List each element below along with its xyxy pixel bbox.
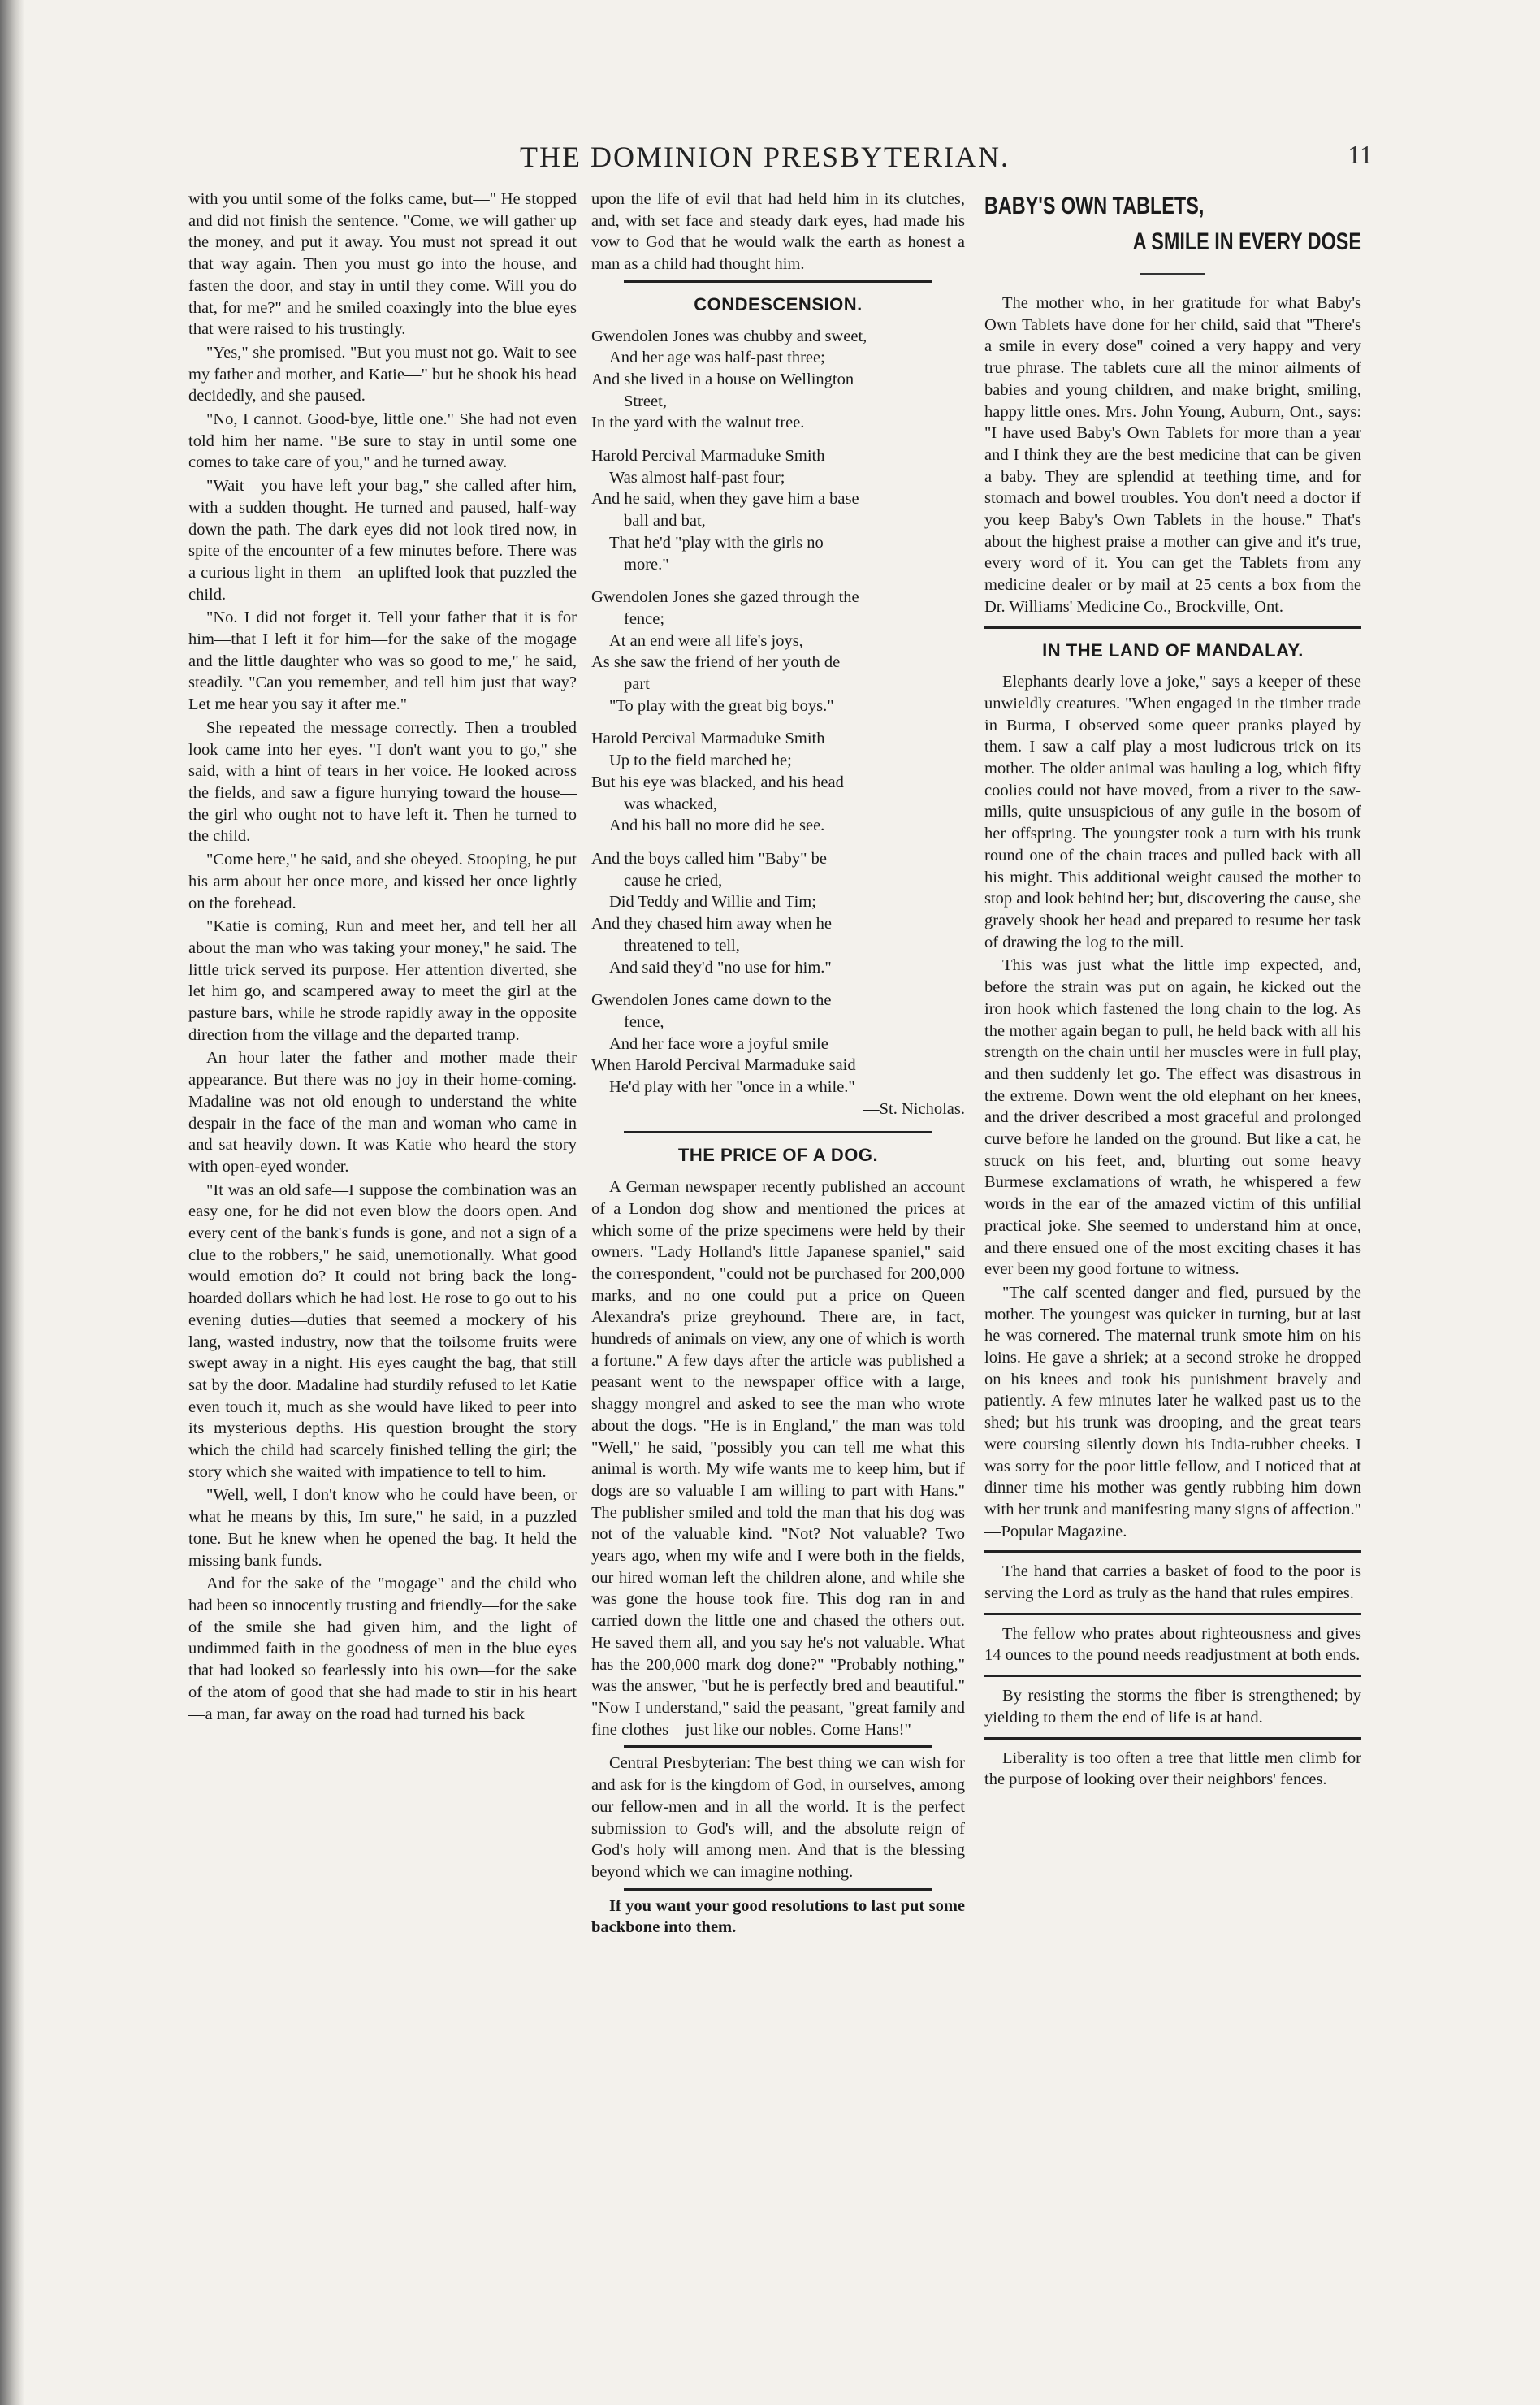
poem-line: Did Teddy and Willie and Tim; (609, 893, 816, 912)
short-item: Liberality is too often a tree that little men climb for the purpose of looking over their neighbors' fences. (984, 1748, 1361, 1789)
section-divider (984, 1550, 1361, 1553)
page-edge-shadow (0, 0, 24, 2405)
poem-stanza-2 (591, 445, 965, 575)
dog-article: A German newspaper recently published an account of a London dog show and mentioned the prices at which some of the prize specimens were held by their owners. "Lady Holland's little Japanese spaniel," said the correspondent, "could not be purchased for 200,000 marks, and no one could put a price on Queen Alexandra's prize greyhound. There are, in fact, hundreds of animals on view, any one of which is worth a fortune." A few days after the article was published a peasant went to the newspaper office with a large, shaggy mongrel and asked to see the man who wrote about the dogs. "He is in England," the man was told "Well," he said, "possibly you can tell me what this animal is worth. My wife wants me to keep him, but if dogs are so valuable I am willing to part with Hans." The publisher smiled and told the man that his dog was not of the valuable kind. "Not? Not valuable? Two years ago, when my wife and I were both in the fields, our hired woman left the children alone, and while she was gone the house took fire. This dog ran in and carried down the little one and chased the others out. He saved them all, and you say he's not valuable. What has the 200,000 mark dog done?" "Probably nothing," was the answer, "but he is perfectly bred and beautiful." "Now I understand," said the peasant, "great family and fine clothes—just like our nobles. Come Hans!" (591, 1178, 965, 1739)
poem-stanza-5 (591, 848, 965, 978)
poem-line: cause he cried, (624, 871, 723, 890)
poem-line: Street, (624, 392, 667, 410)
central-presbyterian-note: Central Presbyterian: The best thing we can wish for and ask for is the kingdom of God, in ourselves, among our fellow-men and in all the world. It is the perfect submission to God's will, and the absolute reign of God's holy will among men. And that is the blessing beyond which we can imagine nothing. (591, 1754, 965, 1881)
short-item: The fellow who prates about righteousness and gives 14 ounces to the pound needs readjustment at both ends. (984, 1624, 1361, 1665)
paragraph: "Katie is coming, Run and meet her, and tell her all about the man who was taking your money," he said. The little trick served its purpose. Her attention diverted, she let him go, and scampered away to meet the girl at the pasture bars, while he strode rapidly away in the opposite direction from the village and the departed tramp. (188, 917, 577, 1044)
paragraph: "No, I cannot. Good-bye, little one." She had not even told him her name. "Be sure to stay in until some one comes to take care of you," and he turned away. (188, 410, 577, 472)
section-divider (984, 1675, 1361, 1677)
page-number: 11 (1348, 140, 1373, 169)
short-item: The hand that carries a basket of food to the poor is serving the Lord as truly as the hand that rules empires. (984, 1562, 1361, 1603)
poem-stanza-4 (591, 728, 965, 837)
poem-line: He'd play with her "once in a while." (609, 1078, 855, 1097)
poem-line: Harold Percival Marmaduke Smith (591, 730, 825, 748)
poem-line: And her face wore a joyful smile (609, 1034, 828, 1053)
poem-line: part (624, 675, 650, 694)
page-header (187, 140, 1373, 180)
poem-line: And she lived in a house on Wellington (591, 370, 854, 388)
short-divider (1140, 273, 1205, 275)
paragraph: And for the sake of the "mogage" and the child who had been so innocently trusting and friendly—for the sake of the smile she had given him, and the light of undimmed faith in the goodness of men in the blue eyes that had looked so fearlessly into his own—for the sake of the atom of good that she had made to stir in his heart—a man, far away on the road had turned his back (188, 1575, 577, 1723)
poem-line: Harold Percival Marmaduke Smith (591, 447, 825, 466)
paragraph: "Yes," she promised. "But you must not go. Wait to see my father and mother, and Katie—" but he shook his head decidedly, and she paused. (188, 343, 577, 405)
poem-line: Gwendolen Jones came down to the (591, 991, 832, 1010)
poem-line: Gwendolen Jones was chubby and sweet, (591, 327, 867, 345)
poem-line: At an end were all life's joys, (609, 631, 803, 650)
section-divider (984, 1613, 1361, 1615)
poem-line: Was almost half-past four; (609, 468, 785, 487)
column-3 (984, 188, 1361, 1792)
poem-line: fence; (624, 609, 665, 628)
poem-line: And the boys called him "Baby" be (591, 849, 828, 868)
poem-line: ball and bat, (624, 512, 706, 531)
publication-title: THE DOMINION PRESBYTERIAN. (520, 141, 1010, 173)
poem-line: And her age was half-past three; (609, 349, 825, 367)
paragraph: "The calf scented danger and fled, pursued by the mother. The youngest was quicker in turning, but at last he was cornered. The maternal trunk smote him on his loins. He gave a shriek; at a second stroke he dropped on his knees and took his punishment bravely and patiently. A few minutes later he walked past us to the shed; but his trunk was drooping, and the great tears were coursing silently down his India-rubber cheeks. I was sorry for the poor little fellow, and I noticed that at dinner time his mother was gently rubbing him down with her trunk and manifesting many signs of affection." —Popular Magazine. (984, 1283, 1362, 1540)
section-divider (624, 280, 932, 283)
price-of-a-dog-heading: THE PRICE OF A DOG. (677, 1145, 879, 1166)
paragraph: "Wait—you have left your bag," she called after him, with a sudden thought. He turned and paused, half-way down the path. The dark eyes did not look tired now, in spite of the encounter of a few minutes before. There was a curious light in them—an uplifted look that puzzled the child. (188, 477, 577, 604)
column-1 (188, 188, 577, 1727)
paragraph: "No. I did not forget it. Tell your father that it is for him—that I left it for him—for the sake of the mogage and the little daughter who was so good to me," he said, steadily. "Can you remember, and tell him just that way? Let me hear you say it after me." (188, 609, 577, 714)
paragraph: "It was an old safe—I suppose the combination was an easy one, for he did not even blow the doors open. And every cent of the bank's funds is gone, and not a sign of a clue to the robbers," he said, unemotionally. What good would emotion do? It could not bring back the long-hoarded dollars which he had lost. He rose to go out to his evening duties—duties that seemed a mockery of his lang, wasted industry, now that the toilsome fruits were swept away in a night. His eyes caught the bag, that still sat by the door. Madaline had sturdily refused to let Katie even touch it, much as she would have liked to peer into its mysterious depths. His question brought the story which the child had scarcely finished telling the girl; the story which she waited with impatience to tell to him. (188, 1181, 577, 1481)
paragraph: with you until some of the folks came, but—" He stopped and did not finish the sentence. "Come, we will gather up the money, and put it away. You must not spread it out that way again. Then you must go into the house, and fasten the door, and stay in until they come. Will you do that, for me?" and he smiled coaxingly into the blue eyes that were raised to his trustingly. (188, 190, 577, 339)
paragraph: "Come here," he said, and she obeyed. Stooping, he put his arm about her once more, and kissed her once lightly on the forehead. (188, 851, 577, 912)
paragraph: This was just what the little imp expected, and, before the strain was put on again, he kicked out the iron hook which fastened the long chain to the log. As the mother again began to pull, he held back with all his strength on the chain until her muscles were in full play, and then suddenly let go. The effect was disastrous in the extreme. Down went the old elephant on her knees, and the driver described a most graceful and prolonged curve before he landed on the ground. But like a cat, he struck on his feet, and, blurting out some heavy Burmese exclamations of wrath, he whispered a few words in the ear of the amazed victim of this unfilial practical joke. She seemed to understand him at once, and there ensued one of the most exciting chases it has ever been my good fortune to witness. (984, 956, 1361, 1279)
poem-line: And they chased him away when he (591, 915, 833, 934)
story-conclusion: upon the life of evil that had held him in its clutches, and, with set face and steady dark eyes, had made his vow to God that he would walk the earth as honest a man as a child had thought him. (591, 190, 965, 274)
section-divider (624, 1131, 932, 1133)
poem-line: And said they'd "no use for him." (609, 958, 832, 977)
poem-line: But his eye was blacked, and his head (591, 773, 844, 791)
poem-line: Gwendolen Jones she gazed through the (591, 588, 859, 607)
poem-line: As she saw the friend of her youth de (591, 653, 841, 672)
mandalay-heading: IN THE LAND OF MANDALAY. (1042, 639, 1304, 661)
advertisement-subtitle: A SMILE IN EVERY DOSE (1132, 228, 1361, 255)
column-2 (591, 188, 965, 1940)
poem-line: "To play with the great big boys." (609, 696, 834, 715)
section-divider (984, 1737, 1361, 1740)
poem-stanza-1 (591, 326, 965, 435)
section-divider (624, 1888, 932, 1891)
paragraph: "Well, well, I don't know who he could have been, or what he means by this, Im sure," he said, in a puzzled tone. But he knew when he opened the bag. It held the missing bank funds. (188, 1486, 577, 1570)
short-item: By resisting the storms the fiber is strengthened; by yielding to them the end of life is at hand. (984, 1687, 1361, 1727)
poem-line: threatened to tell, (624, 936, 740, 955)
poem-line: And he said, when they gave him a base (591, 490, 859, 509)
poem-line: In the yard with the walnut tree. (591, 414, 805, 432)
paragraph: Elephants dearly love a joke," says a keeper of these unwieldly creatures. "When engaged in the timber trade in Burma, I observed some queer pranks played by them. I saw a calf play a most ludicrous trick on its mother. The older animal was hauling a log, which fifty coolies could not have moved, from a river to the saw-mills, quite unsuspicious of any guile in the bosom of her offspring. The youngster took a turn with his trunk round one of the chain traces and pulled back with all his might. This additional weight caused the mother to stop and look behind her; but, discovering the cause, she gravely shook her head and prepared to resume her task of drawing the log to the mill. (984, 673, 1361, 951)
poem-line: When Harold Percival Marmaduke said (591, 1056, 856, 1075)
poem-credit: —St. Nicholas. (863, 1099, 965, 1118)
poem-line: more." (624, 555, 669, 574)
poem-line: And his ball no more did he see. (609, 817, 825, 835)
poem-line: fence, (624, 1012, 664, 1031)
section-divider (984, 626, 1361, 629)
paragraph: An hour later the father and mother made their appearance. But there was no joy in their home-coming. Madaline was not old enough to understand the white despair in the face of the man and woman who came in and sat heavily down. It was Katie who heard the story with open-eyed wonder. (188, 1049, 577, 1176)
poem-line: That he'd "play with the girls no (609, 533, 824, 552)
condescension-heading: CONDESCENSION. (694, 293, 863, 314)
resolutions-note: If you want your good resolutions to last put some backbone into them. (591, 1896, 965, 1937)
poem-line: was whacked, (624, 795, 717, 813)
advertisement-text: The mother who, in her gratitude for what Baby's Own Tablets have done for her child, said that "There's a smile in every dose" coined a very happy and very true phrase. The tablets cure all the minor ailments of babies and young children, and make bright, smiling, happy little ones. Mrs. John Young, Auburn, Ont., says: "I have used Baby's Own Tablets for more than a year and I think they are the best medicine that can be given a baby. They are splendid at teething time, and for stomach and bowel troubles. You don't need a doctor if you keep Baby's Own Tablets in the house." That's about the highest praise a mother can give and it's true, every word of it. You can get the Tablets from any medicine dealer or by mail at 25 cents a box from the Dr. Williams' Medicine Co., Brockville, Ont. (984, 294, 1361, 616)
advertisement-title: BABY'S OWN TABLETS, (984, 193, 1205, 219)
poem-stanza-6 (591, 990, 965, 1120)
paragraph: She repeated the message correctly. Then a troubled look came into her eyes. "I don't want you to go," she said, with a hint of tears in her voice. He looked across the fields, and saw a figure hurrying toward the house—the girl who ought not to have left it. Then he turned to the child. (188, 718, 577, 846)
poem-line: Up to the field marched he; (609, 752, 792, 770)
section-divider (624, 1745, 932, 1748)
poem-stanza-3 (591, 587, 965, 717)
